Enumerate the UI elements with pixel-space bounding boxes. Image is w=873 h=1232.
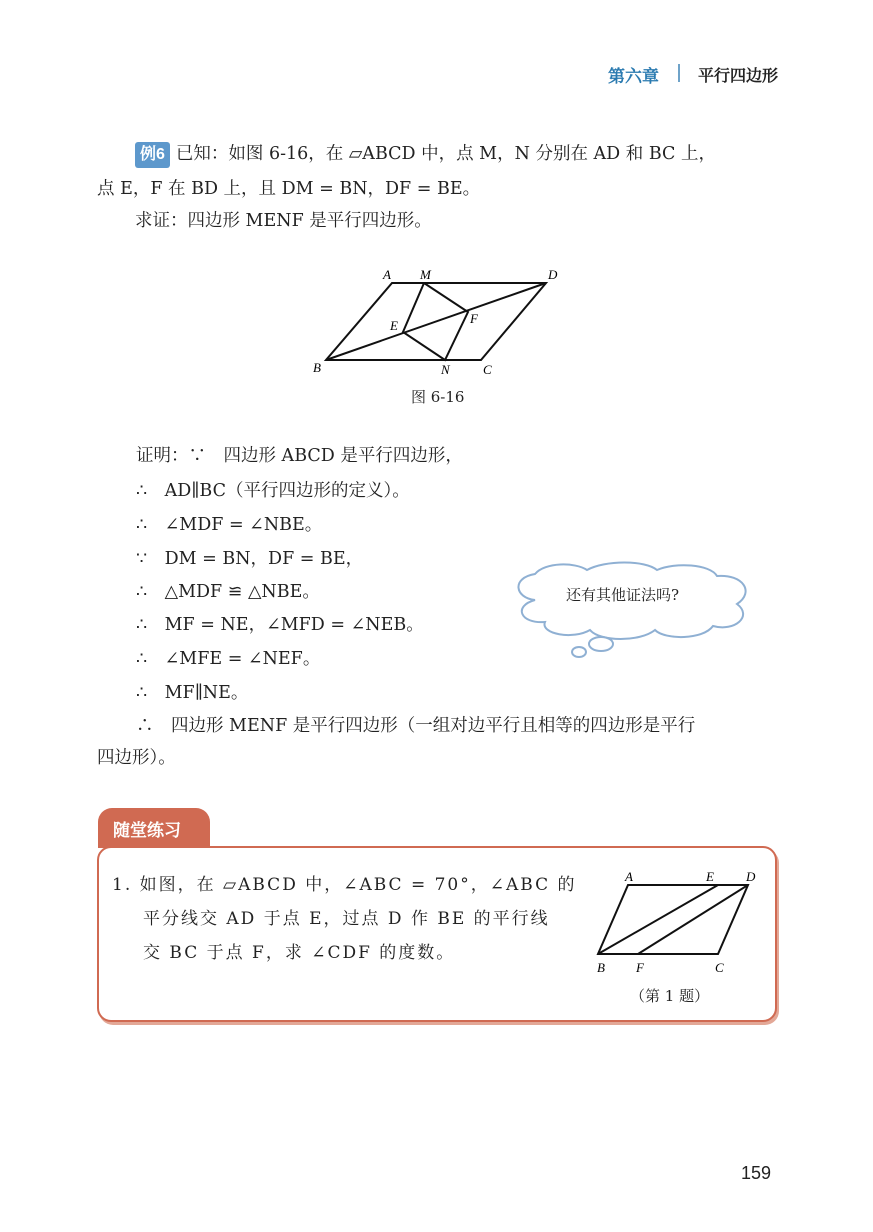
proof-line-8: ∴ MF∥NE。 [136, 683, 249, 703]
header-divider [678, 64, 680, 82]
example-line-2: 点 E，F 在 BD 上，且 DM = BN，DF = BE。 [97, 179, 481, 199]
proof-line-3: ∴ ∠MDF = ∠NBE。 [136, 515, 323, 535]
proof-line-7: ∴ ∠MFE = ∠NEF。 [136, 649, 321, 669]
practice-label-c: C [715, 960, 724, 975]
practice-figure-caption: （第 1 题） [630, 987, 710, 1005]
figure-6-16 [300, 262, 580, 382]
bisector-be [598, 885, 718, 954]
cloud-text: 还有其他证法吗? [566, 586, 680, 604]
label-d: D [548, 267, 558, 282]
practice-label-a: A [625, 869, 633, 884]
practice-line-1: 1. 如图，在 ▱ABCD 中，∠ABC = 70°，∠ABC 的 [112, 875, 577, 895]
label-b: B [313, 360, 321, 375]
practice-label-f: F [636, 960, 644, 975]
practice-line-3: 交 BC 于点 F，求 ∠CDF 的度数。 [143, 943, 456, 963]
line-df [638, 885, 748, 954]
example-line-1 [135, 142, 716, 168]
proof-line-10: 四边形）。 [97, 748, 176, 768]
chapter-title: 平行四边形 [698, 68, 779, 85]
label-c: C [483, 362, 492, 377]
label-e: E [390, 318, 398, 333]
example-tag: 例6 [135, 142, 170, 168]
example-text-1: 已知：如图 6-16，在 ▱ABCD 中，点 M，N 分别在 AD 和 BC 上， [175, 144, 716, 164]
practice-title: 随堂练习 [113, 821, 181, 840]
practice-label-d: D [746, 869, 756, 884]
label-n: N [441, 362, 450, 377]
proof-line-4: ∵ DM = BN，DF = BE， [136, 549, 364, 569]
label-a: A [383, 267, 391, 282]
practice-figure [592, 866, 772, 978]
page-number: 159 [741, 1163, 772, 1183]
practice-line-2: 平分线交 AD 于点 E，过点 D 作 BE 的平行线 [143, 909, 550, 929]
proof-line-5: ∴ △MDF ≌ △NBE。 [136, 582, 320, 602]
practice-label-b: B [597, 960, 605, 975]
proof-line-6: ∴ MF = NE，∠MFD = ∠NEB。 [136, 615, 424, 635]
label-f: F [470, 311, 478, 326]
parallelogram-abcd-practice [598, 885, 748, 954]
chapter-label: 第六章 [608, 67, 659, 86]
figure-caption: 图 6-16 [411, 388, 465, 406]
proof-line-1: 证明：∵ 四边形 ABCD 是平行四边形， [136, 446, 463, 466]
practice-label-e: E [706, 869, 714, 884]
proof-line-9: ∴ 四边形 MENF 是平行四边形（一组对边平行且相等的四边形是平行 [136, 716, 696, 736]
label-m: M [420, 267, 431, 282]
example-line-3: 求证：四边形 MENF 是平行四边形。 [135, 211, 432, 231]
proof-line-2: ∴ AD∥BC（平行四边形的定义）。 [136, 481, 410, 501]
thought-cloud [505, 560, 765, 660]
